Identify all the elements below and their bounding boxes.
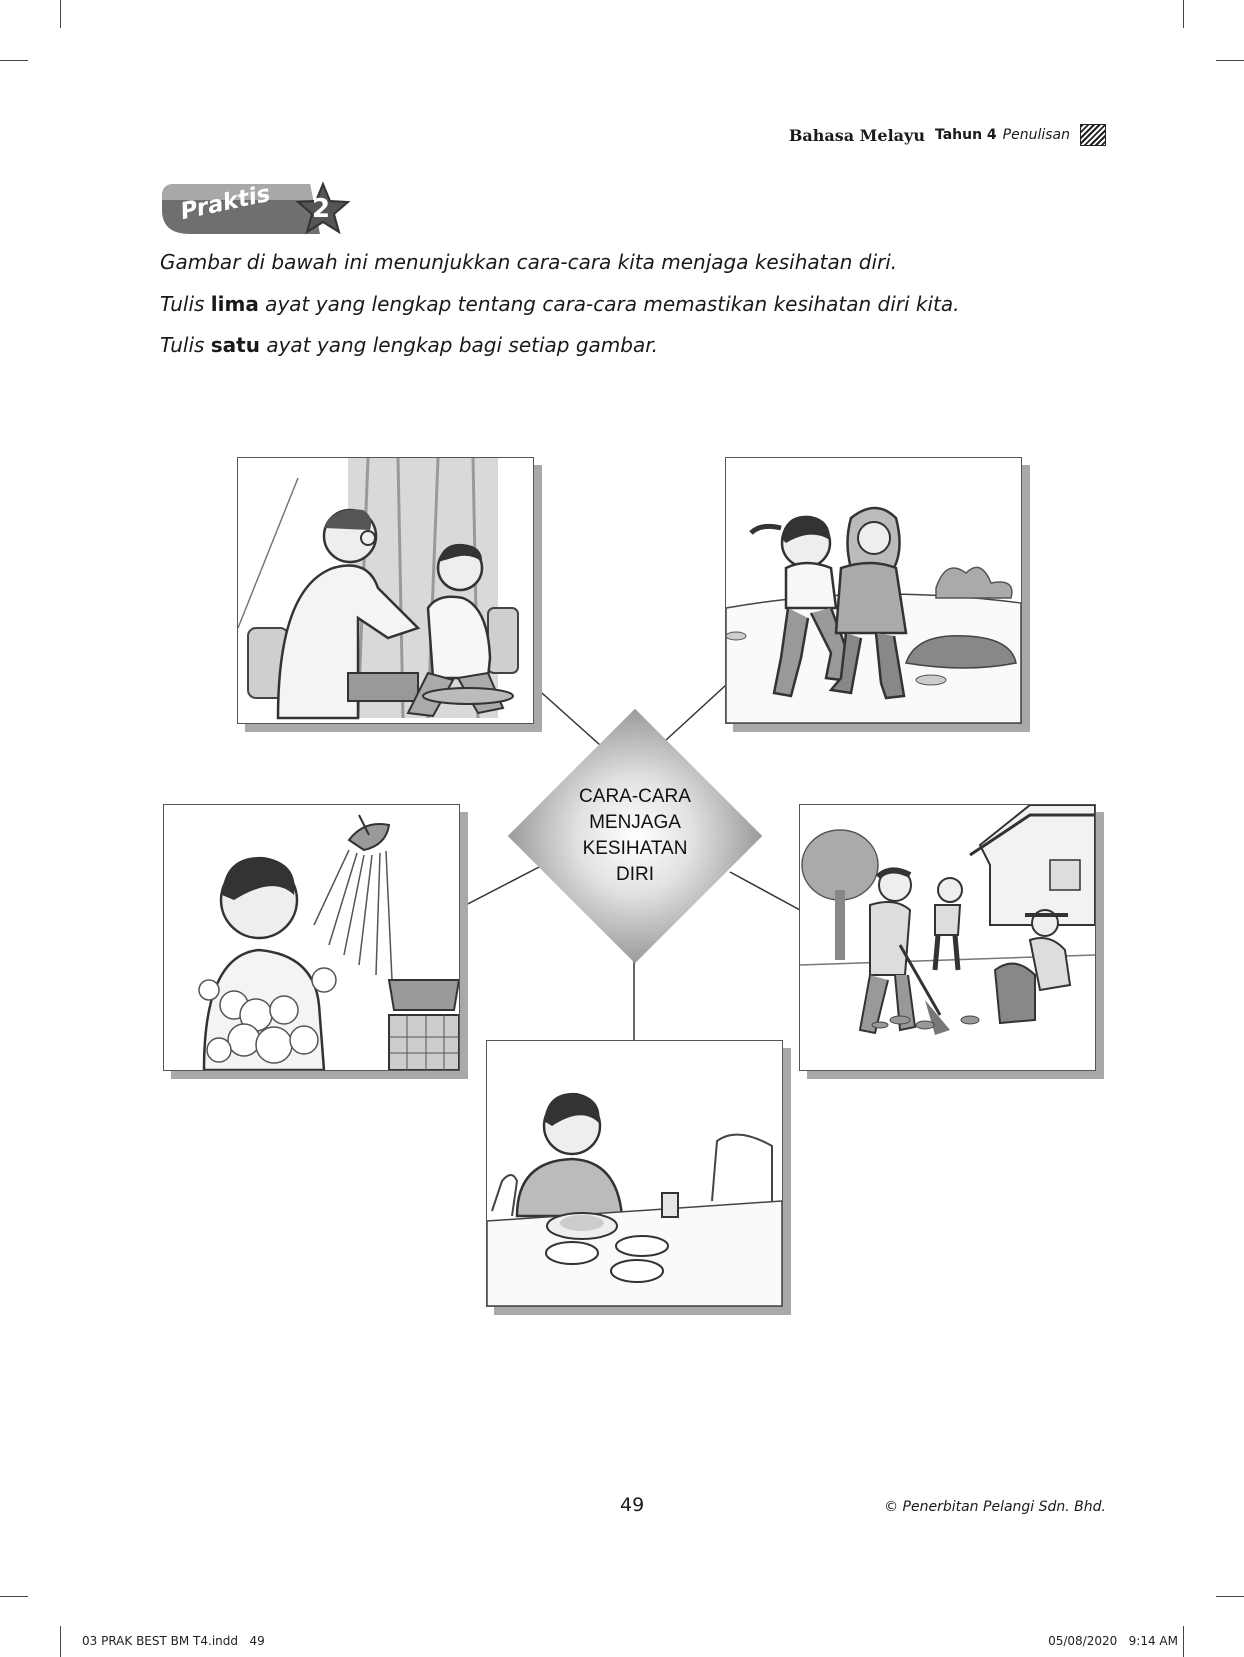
doctor-checkup-illustration <box>237 457 534 724</box>
center-topic-text: CARA-CARA MENJAGA KESIHATAN DIRI <box>579 786 691 885</box>
copyright-notice: © Penerbitan Pelangi Sdn. Bhd. <box>884 1499 1106 1515</box>
instruction-line-1: Gambar di bawah ini menunjukkan cara-cara kita menjaga kesihatan diri. <box>160 250 898 274</box>
praktis-number: 2 <box>312 194 331 224</box>
boy-showering-illustration <box>163 804 460 1071</box>
skill-label: Penulisan <box>1002 127 1070 143</box>
year-label: Tahun 4 <box>934 127 997 143</box>
instruction-line-2: Tulis lima ayat yang lengkap tentang cara-cara memastikan kesihatan diri kita. <box>160 292 960 316</box>
print-slug-file: 03 PRAK BEST BM T4.indd 49 <box>82 1634 265 1648</box>
children-jogging-illustration <box>725 457 1022 724</box>
boy-eating-meal-illustration <box>486 1040 783 1307</box>
praktis-label: Praktis <box>178 180 273 226</box>
subject-label: Bahasa Melayu <box>788 125 925 145</box>
page-number: 49 <box>620 1494 645 1516</box>
emphasis-satu: satu <box>210 333 260 357</box>
instruction-line-3: Tulis satu ayat yang lengkap bagi setiap gambar. <box>160 333 658 357</box>
emphasis-lima: lima <box>210 292 259 316</box>
gotong-royong-cleaning-illustration <box>799 804 1096 1071</box>
print-slug-date: 05/08/2020 9:14 AM <box>1048 1634 1178 1648</box>
center-topic-diamond <box>508 709 762 963</box>
